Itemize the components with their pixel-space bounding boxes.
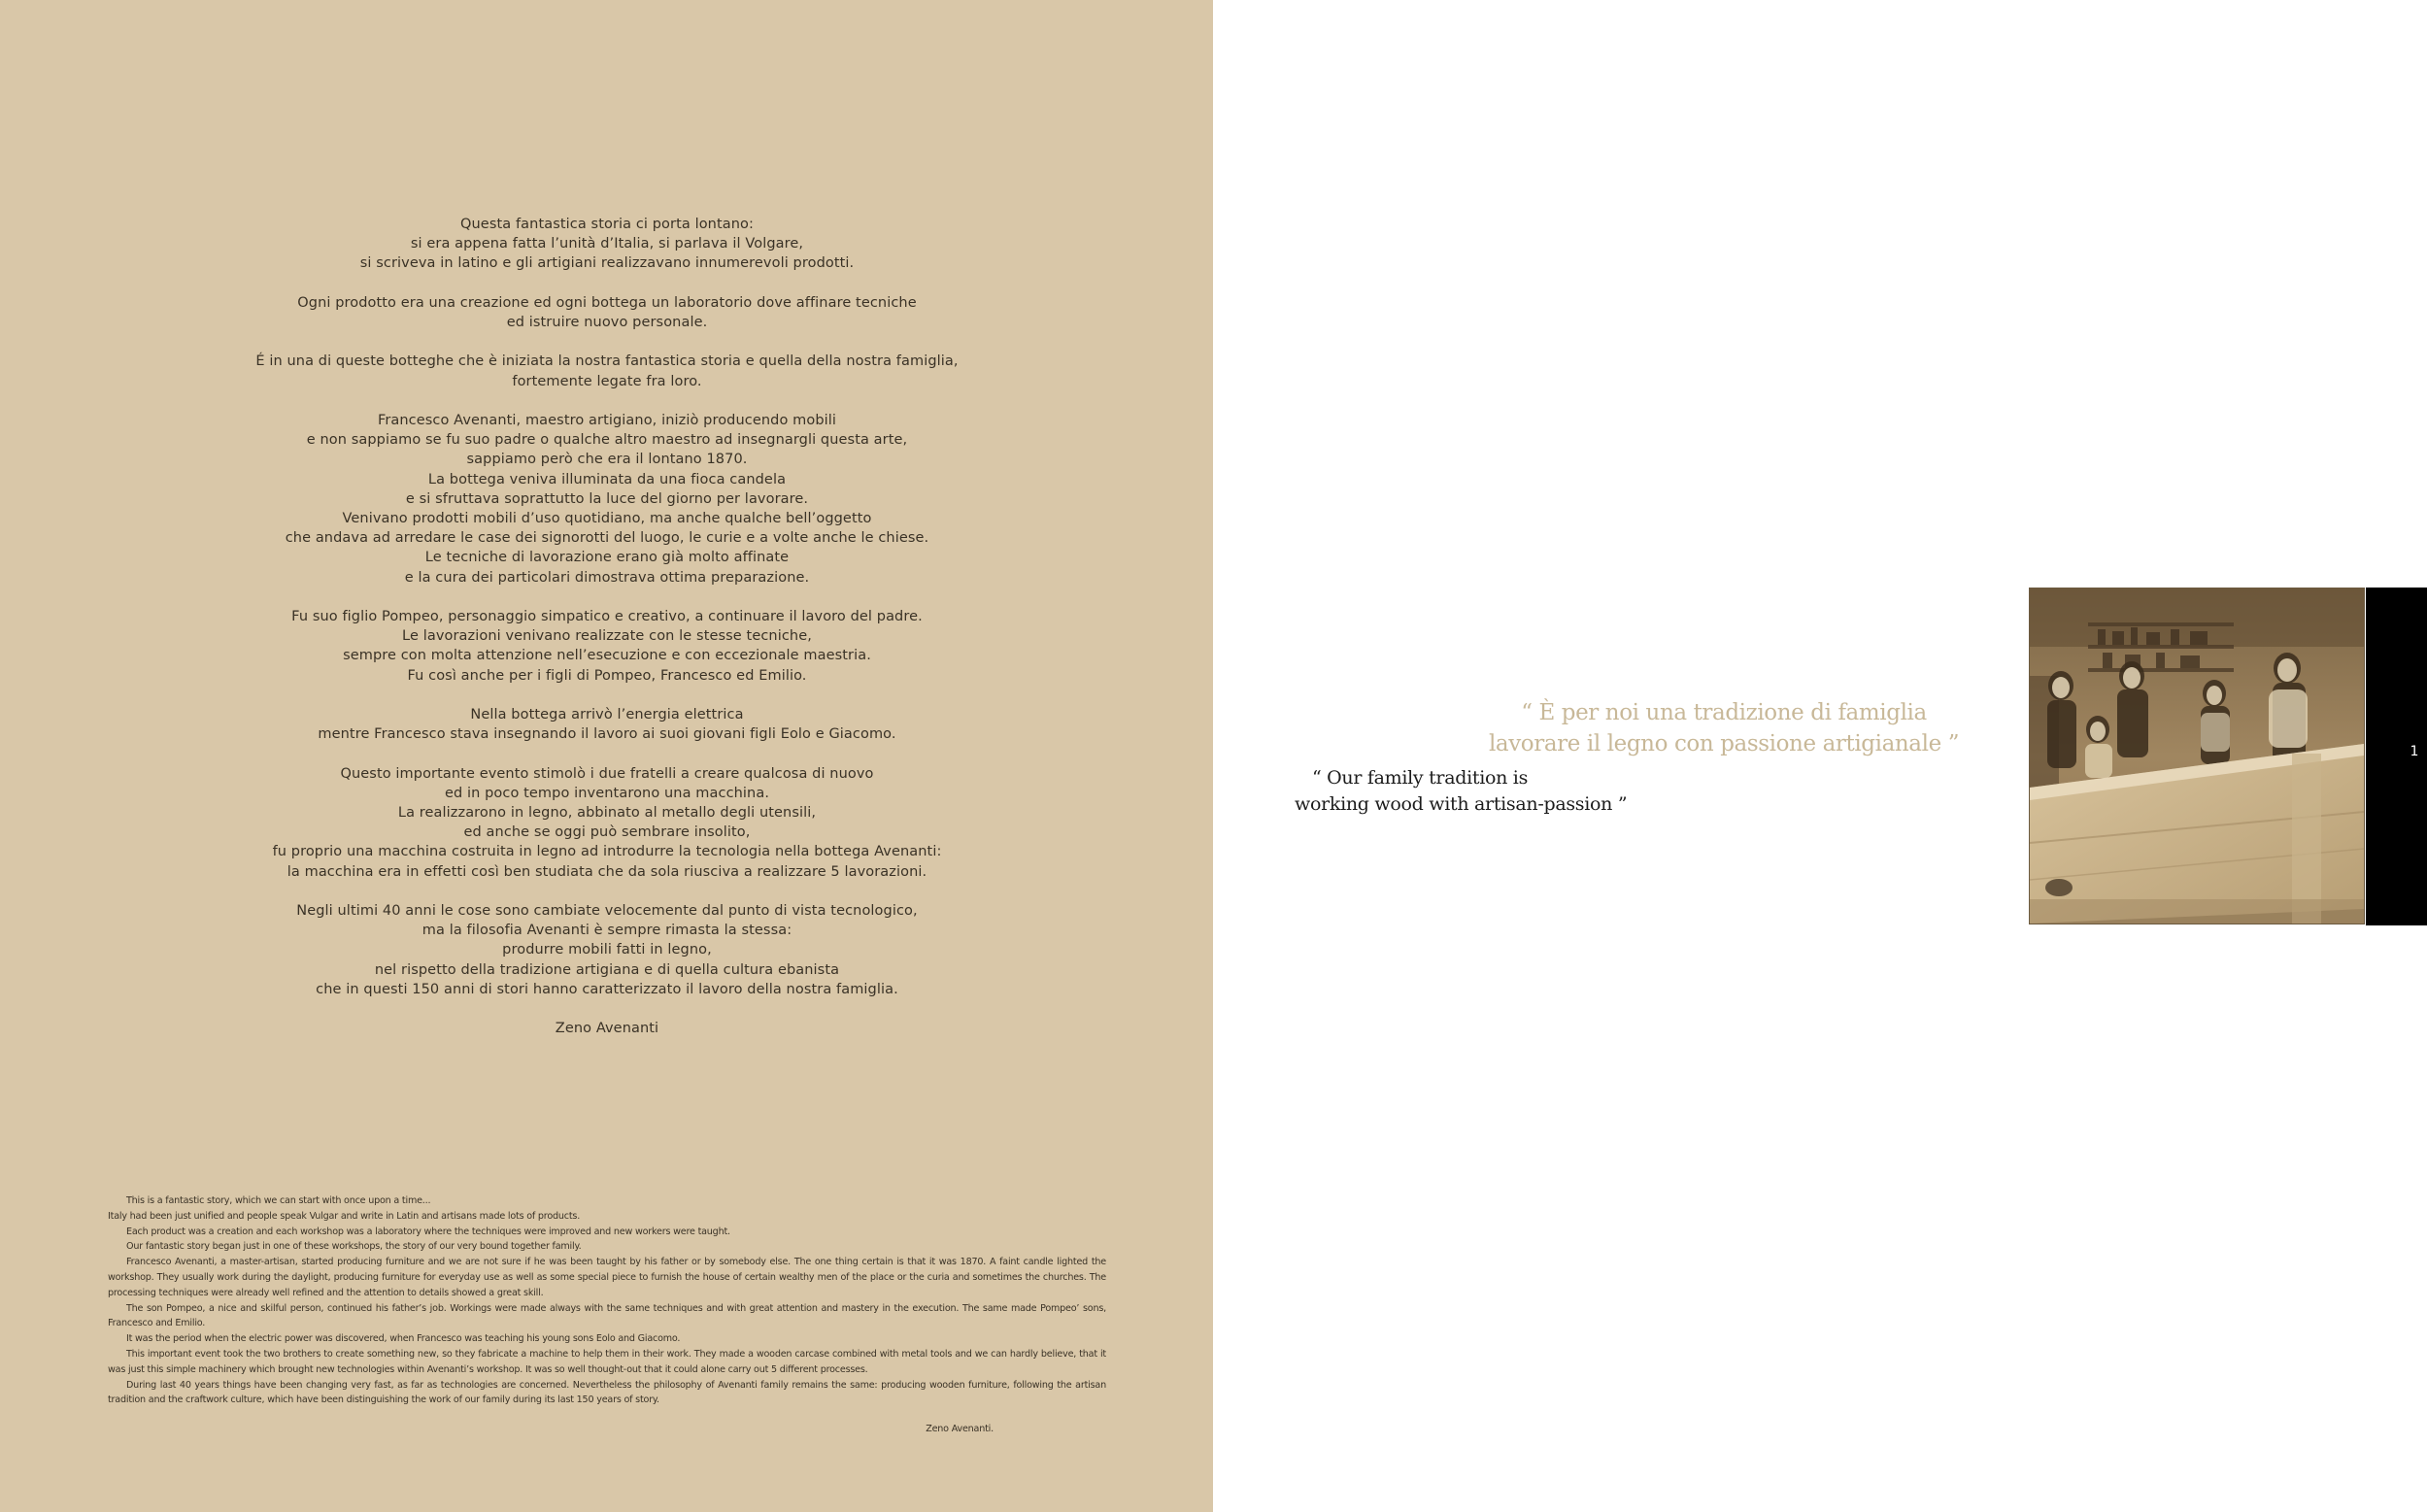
text-line: Questo importante evento stimolò i due fratelli a creare qualcosa di nuovo <box>340 765 874 782</box>
english-paragraph: This important event took the two brothers to create something new, so they fabricate a machine to help them in their work. They made a wooden carcase combined with metal tools and we can hardly believe, that it was just this simple machinery which brought new technologies within Avenanti’s workshop. It was so well thought-out that it could alone carry out 5 different processes. <box>108 1348 1106 1375</box>
text-line: Le lavorazioni venivano realizzate con le stesse tecniche, <box>402 628 812 645</box>
text-line: la macchina era in effetti così ben studiata che da sola riusciva a realizzare 5 lavorazioni. <box>287 863 927 880</box>
text-line: Fu suo figlio Pompeo, personaggio simpatico e creativo, a continuare il lavoro del padre. <box>291 609 923 624</box>
italian-paragraph <box>175 607 1039 686</box>
italian-paragraph <box>175 411 1039 588</box>
italian-paragraph <box>175 901 1039 999</box>
italian-paragraph <box>175 215 1039 274</box>
quote-line: “ È per noi una tradizione di famiglia <box>1521 700 1927 725</box>
text-line: Questa fantastica storia ci porta lontano: <box>460 217 754 232</box>
text-line: Venivano prodotti mobili d’uso quotidiano, ma anche qualche bell’oggetto <box>342 511 872 526</box>
text-line: e non sappiamo se fu suo padre o qualche altro maestro ad insegnargli questa arte, <box>306 432 908 449</box>
text-line: Ogni prodotto era una creazione ed ogni bottega un laboratorio dove affinare tecniche <box>297 294 917 311</box>
quote-line: working wood with artisan-passion ” <box>1295 793 1628 815</box>
text-line: e la cura dei particolari dimostrava ottima preparazione. <box>404 569 810 586</box>
text-line: sappiamo però che era il lontano 1870. <box>466 452 748 468</box>
english-paragraph: Each product was a creation and each workshop was a laboratory where the techniques were improved and new workers were taught. <box>126 1226 730 1237</box>
italian-paragraph <box>175 764 1039 882</box>
text-line: La bottega veniva illuminata da una fioca candela <box>427 471 787 487</box>
english-signature: Zeno Avenanti. <box>926 1424 994 1435</box>
text-line: fu proprio una macchina costruita in legno ad introdurre la tecnologia nella bottega Avenanti: <box>272 844 942 860</box>
text-line: ed istruire nuovo personale. <box>506 315 708 330</box>
text-line: É in una di queste botteghe che è iniziata la nostra fantastica storia e quella della nostra famiglia, <box>255 353 959 370</box>
text-line: ed in poco tempo inventarono una macchina. <box>444 785 770 801</box>
english-paragraph: Our fantastic story began just in one of these workshops, the story of our very bound together family. <box>126 1241 582 1253</box>
text-line: Francesco Avenanti, maestro artigiano, iniziò producendo mobili <box>377 412 837 428</box>
italian-signature: Zeno Avenanti <box>555 1021 659 1037</box>
english-paragraph: During last 40 years things have been changing very fast, as far as technologies are concerned. Nevertheless the philosophy of Avenanti family remains the same: producing wooden furniture, following the artisan tradition and the craftwork culture, which have been distinguishing the work of our family during its last 150 years of story. <box>108 1379 1106 1406</box>
text-line: che in questi 150 anni di stori hanno caratterizzato il lavoro della nostra famiglia. <box>316 981 898 997</box>
english-paragraph: Italy had been just unified and people speak Vulgar and write in Latin and artisans made lots of products. <box>108 1210 581 1222</box>
text-line: sempre con molta attenzione nell’esecuzione e con eccezionale maestria. <box>343 648 871 664</box>
italian-quote <box>1389 697 2059 759</box>
english-quote <box>1295 765 1741 818</box>
text-line: che andava ad arredare le case dei signorotti del luogo, le curie e a volte anche le chiese. <box>285 530 929 547</box>
left-page <box>0 0 1213 1512</box>
italian-paragraph <box>175 293 1039 332</box>
quote-line: lavorare il legno con passione artigianale ” <box>1488 731 1960 756</box>
text-line: fortemente legate fra loro. <box>512 373 702 389</box>
text-line: Nella bottega arrivò l’energia elettrica <box>470 707 744 722</box>
italian-paragraph <box>175 705 1039 744</box>
page-number: 1 <box>2410 744 2419 759</box>
english-paragraph: This is a fantastic story, which we can start with once upon a time... <box>126 1195 431 1206</box>
english-paragraph: It was the period when the electric power was discovered, when Francesco was teaching his young sons Eolo and Giacomo. <box>126 1333 681 1345</box>
text-line: nel rispetto della tradizione artigiana e di quella cultura ebanista <box>374 961 840 978</box>
text-line: La realizzarono in legno, abbinato al metallo degli utensili, <box>397 805 817 821</box>
italian-paragraph <box>175 352 1039 390</box>
text-line: si era appena fatta l’unità d’Italia, si parlava il Volgare, <box>410 236 804 252</box>
text-line: mentre Francesco stava insegnando il lavoro ai suoi giovani figli Eolo e Giacomo. <box>318 726 896 743</box>
text-line: Fu così anche per i figli di Pompeo, Francesco ed Emilio. <box>407 667 807 684</box>
text-line: ma la filosofia Avenanti è sempre rimasta la stessa: <box>421 923 792 939</box>
text-line: si scriveva in latino e gli artigiani realizzavano innumerevoli prodotti. <box>359 255 855 272</box>
workshop-photo <box>2029 588 2365 924</box>
english-story <box>108 1193 1106 1437</box>
text-line: Le tecniche di lavorazione erano già molto affinate <box>424 550 790 566</box>
text-line: ed anche se oggi può sembrare insolito, <box>463 824 751 841</box>
text-line: e si sfruttava soprattutto la luce del giorno per lavorare. <box>405 490 809 507</box>
english-paragraph: Francesco Avenanti, a master-artisan, started producing furniture and we are not sure if he was been taught by his father or by somebody else. The one thing certain is that it was 1870. A faint candle lighted the workshop. They usually work during the daylight, producing furniture for everyday use as well as some special piece to furnish the house of certain wealthy men of the place or the curia and sometimes the churches. The processing techniques were already well refined and the attention to details showed a great skill. <box>108 1257 1106 1298</box>
text-line: produrre mobili fatti in legno, <box>502 942 712 958</box>
quote-line: “ Our family tradition is <box>1312 767 1529 789</box>
english-paragraph: The son Pompeo, a nice and skilful person, continued his father’s job. Workings were made always with the same techniques and with great attention and mastery in the execution. The same made Pompeo’ sons, Francesco and Emilio. <box>108 1302 1106 1329</box>
text-line: Negli ultimi 40 anni le cose sono cambiate velocemente dal punto di vista tecnologico, <box>296 903 918 919</box>
italian-story <box>175 215 1039 1038</box>
